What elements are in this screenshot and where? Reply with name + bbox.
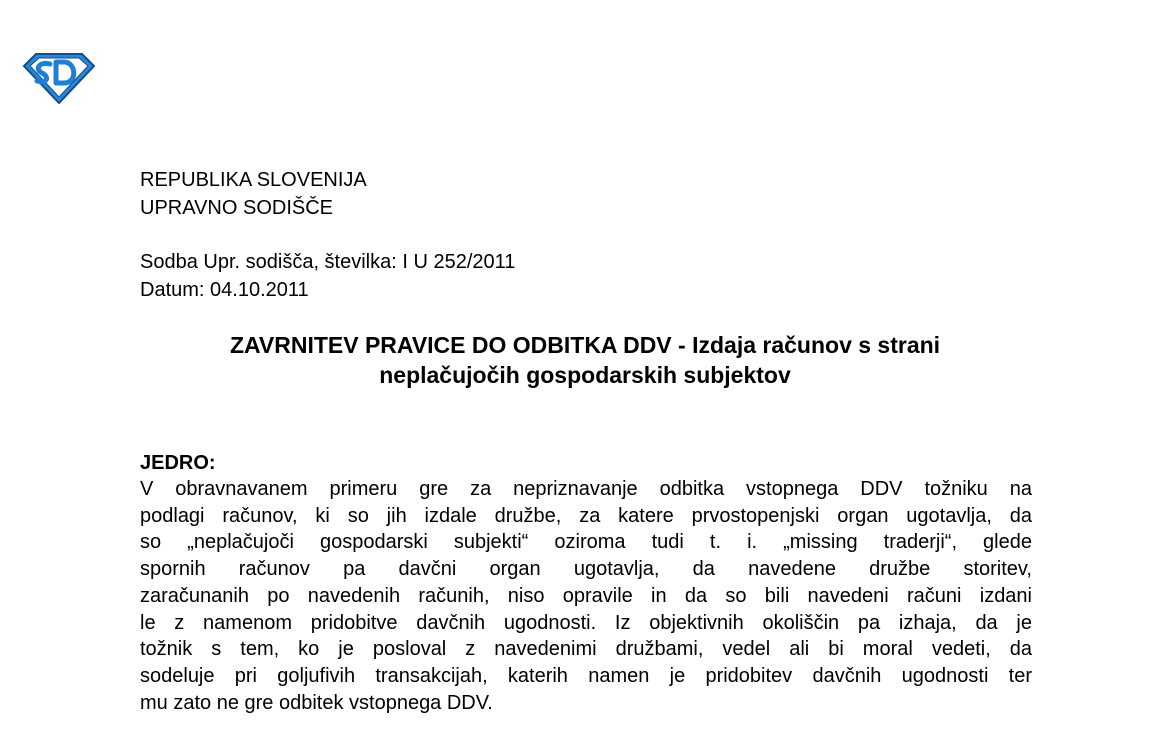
court-header [140, 166, 367, 222]
document-title [140, 330, 1030, 390]
court-name: UPRAVNO SODIŠČE [140, 197, 333, 219]
paragraph-line: so „neplačujoči gospodarski subjekti“ oziroma tudi t. i. „missing traderji“, glede [140, 531, 1032, 554]
title-line-1: ZAVRNITEV PRAVICE DO ODBITKA DDV - Izdaja računov s strani [229, 332, 941, 358]
jedro-label: JEDRO: [140, 452, 216, 474]
case-number: Sodba Upr. sodišča, številka: I U 252/2011 [140, 251, 516, 273]
sd-logo-icon [22, 50, 96, 104]
paragraph-line: sodeluje pri goljufivih transakcijah, katerih namen je pridobitev davčnih ugodnosti ter [140, 664, 1032, 687]
paragraph-line: le z namenom pridobitve davčnih ugodnosti. Iz objektivnih okoliščin pa izhaja, da je [140, 611, 1032, 634]
paragraph-line: podlagi računov, ki so jih izdale družbe, za katere prvostopenjski organ ugotavlja, da [140, 504, 1032, 527]
case-date: Datum: 04.10.2011 [140, 279, 309, 301]
paragraph-line: V obravnavanem primeru gre za nepriznavanje odbitka vstopnega DDV tožniku na [140, 478, 1032, 500]
jedro-paragraph [140, 476, 1032, 716]
case-meta [140, 248, 515, 304]
paragraph-line: spornih računov pa davčni organ ugotavlja, da navedene družbe storitev, [140, 558, 1032, 581]
paragraph-line: zaračunanih po navedenih računih, niso opravile in da so bili navedeni računi izdani [140, 584, 1032, 607]
paragraph-line: tožnik s tem, ko je posloval z navedenimi družbami, vedel ali bi moral vedeti, da [140, 638, 1032, 661]
paragraph-line: mu zato ne gre odbitek vstopnega DDV. [140, 691, 493, 714]
country-name: REPUBLIKA SLOVENIJA [140, 169, 367, 191]
title-line-2: neplačujočih gospodarskih subjektov [379, 362, 791, 388]
